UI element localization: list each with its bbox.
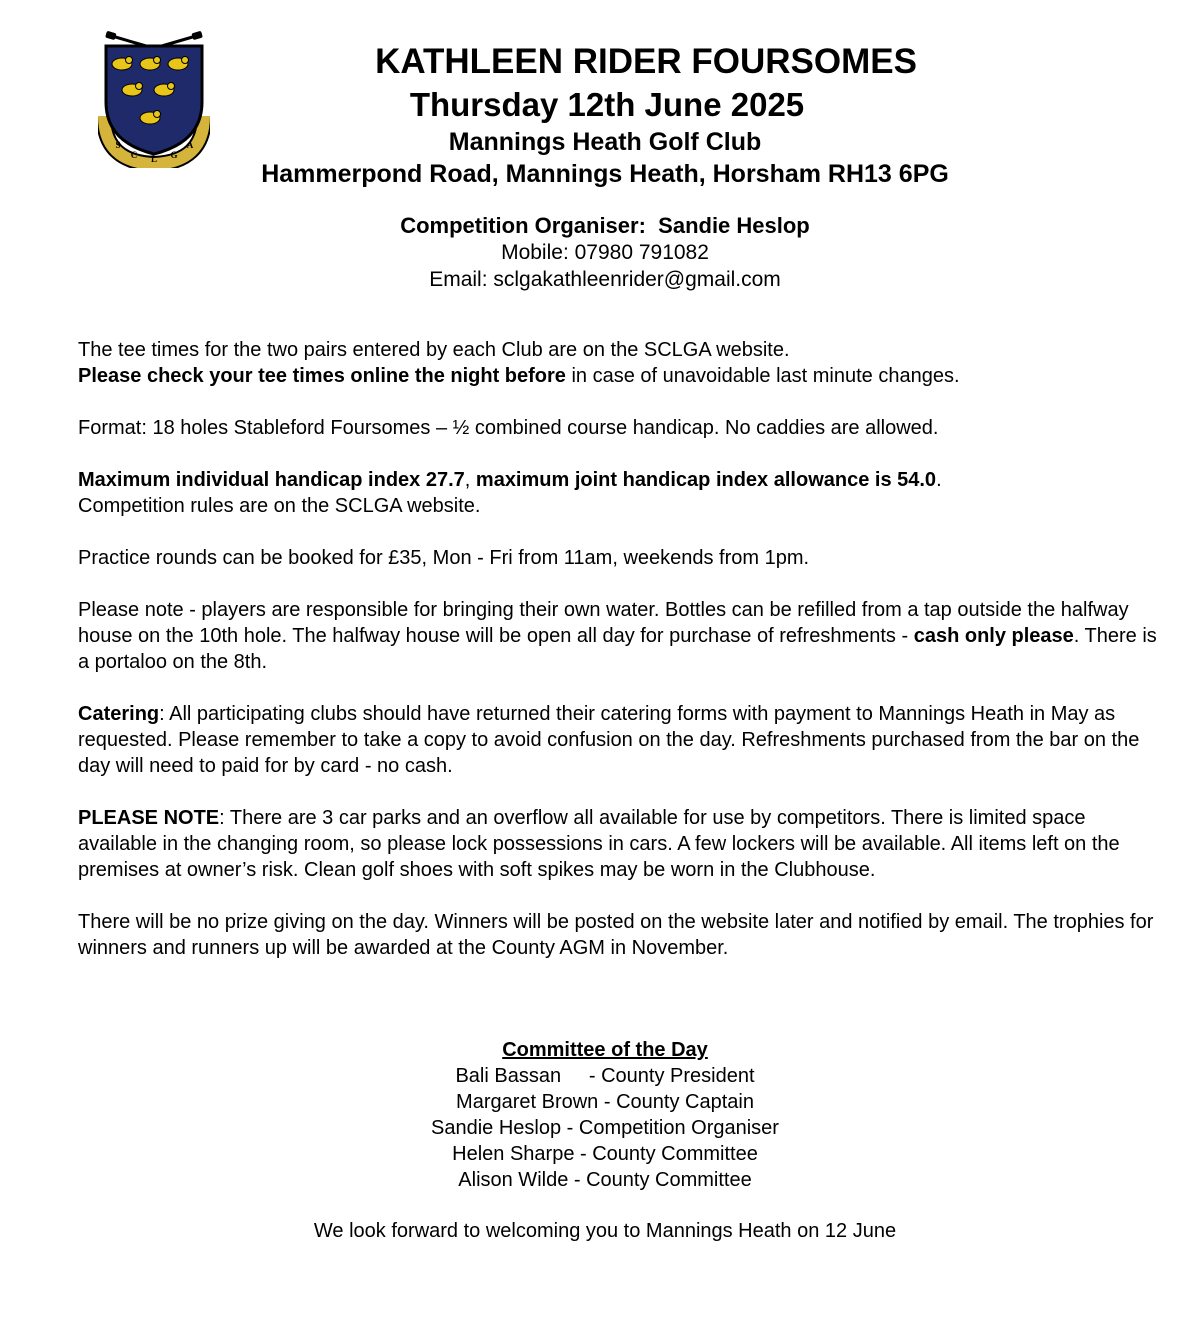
crest-letter: G	[170, 150, 178, 160]
organiser-block	[0, 212, 1204, 293]
organiser-heading	[6, 212, 1204, 239]
crest-letter: A	[186, 140, 194, 150]
committee-block	[0, 1037, 1204, 1193]
water-end: . There is a portaloo on the 8th.	[78, 625, 1157, 673]
please-note-text: : There are 3 car parks and an overflow all available for use by competitors. There is limited space available in the changing room, so please lock possessions in cars. A few lockers will be available. All items left on the premises at owner’s risk. Clean golf shoes with soft spikes may be worn in the Clubhouse.	[78, 807, 1120, 881]
please-note-paragraph	[78, 805, 1158, 883]
venue-address: Hammerpond Road, Mannings Heath, Horsham RH13 6PG	[261, 160, 949, 188]
crest-letter: S	[115, 140, 121, 150]
tee-times-paragraph	[78, 337, 1158, 389]
handicap-individual: Maximum individual handicap index 27.7	[78, 469, 465, 491]
format-paragraph: Format: 18 holes Stableford Foursomes – ½ combined course handicap. No caddies are allowed.	[78, 417, 939, 439]
handicap-joint: maximum joint handicap index allowance is 54.0	[475, 469, 937, 491]
handicap-separator: ,	[464, 469, 476, 491]
committee-member: Sandie Heslop - Competition Organiser	[431, 1117, 779, 1139]
notice-body	[78, 337, 1158, 987]
committee-member: Margaret Brown - County Captain	[456, 1091, 754, 1113]
tee-times-line: The tee times for the two pairs entered by each Club are on the SCLGA website.	[78, 339, 790, 361]
committee-title: Committee of the Day	[502, 1039, 708, 1061]
organiser-name: Sandie Heslop	[658, 213, 810, 238]
committee-member: Helen Sharpe - County Committee	[452, 1143, 758, 1165]
organiser-email: Email: sclgakathleenrider@gmail.com	[429, 268, 781, 291]
catering-paragraph	[78, 701, 1158, 779]
prize-paragraph: There will be no prize giving on the day. Winners will be posted on the website later and notified by email. The trophies for winners and runners up will be awarded at the County AGM in November.	[78, 911, 1154, 959]
practice-paragraph: Practice rounds can be booked for £35, Mon - Fri from 11am, weekends from 1pm.	[78, 547, 810, 569]
water-text: Please note - players are responsible for bringing their own water. Bottles can be refilled from a tap outside the halfway house on the 10th hole. The halfway house will be open all day for purchase of refreshments -	[78, 599, 1129, 647]
committee-member: Alison Wilde - County Committee	[458, 1169, 752, 1191]
tee-times-rest: in case of unavoidable last minute changes.	[565, 365, 960, 387]
rules-line: Competition rules are on the SCLGA website.	[78, 495, 481, 517]
organiser-mobile: Mobile: 07980 791082	[501, 241, 709, 264]
cash-only-note: cash only please	[913, 625, 1074, 647]
catering-text: : All participating clubs should have returned their catering forms with payment to Mannings Heath in May as requested. Please remember to take a copy to avoid confusion on the day. Refreshments purchased from the bar on the day will need to paid for by card - no cash.	[78, 703, 1140, 777]
venue-name: Mannings Heath Golf Club	[448, 128, 762, 156]
catering-label: Catering	[78, 703, 160, 725]
closing-line: We look forward to welcoming you to Mannings Heath on 12 June	[313, 1220, 897, 1242]
handicap-paragraph	[78, 467, 1158, 519]
crest-letter: L	[150, 154, 158, 164]
tee-times-warning: Please check your tee times online the night before	[78, 365, 566, 387]
please-note-label: PLEASE NOTE	[78, 807, 220, 829]
crest-letter: C	[130, 150, 138, 160]
committee-member: Bali Bassan - County President	[455, 1065, 755, 1087]
handicap-end: .	[936, 469, 942, 491]
event-title: KATHLEEN RIDER FOURSOMES	[375, 42, 917, 81]
organiser-label: Competition Organiser:	[400, 213, 646, 238]
water-paragraph	[78, 597, 1158, 675]
event-date: Thursday 12th June 2025	[409, 86, 805, 123]
